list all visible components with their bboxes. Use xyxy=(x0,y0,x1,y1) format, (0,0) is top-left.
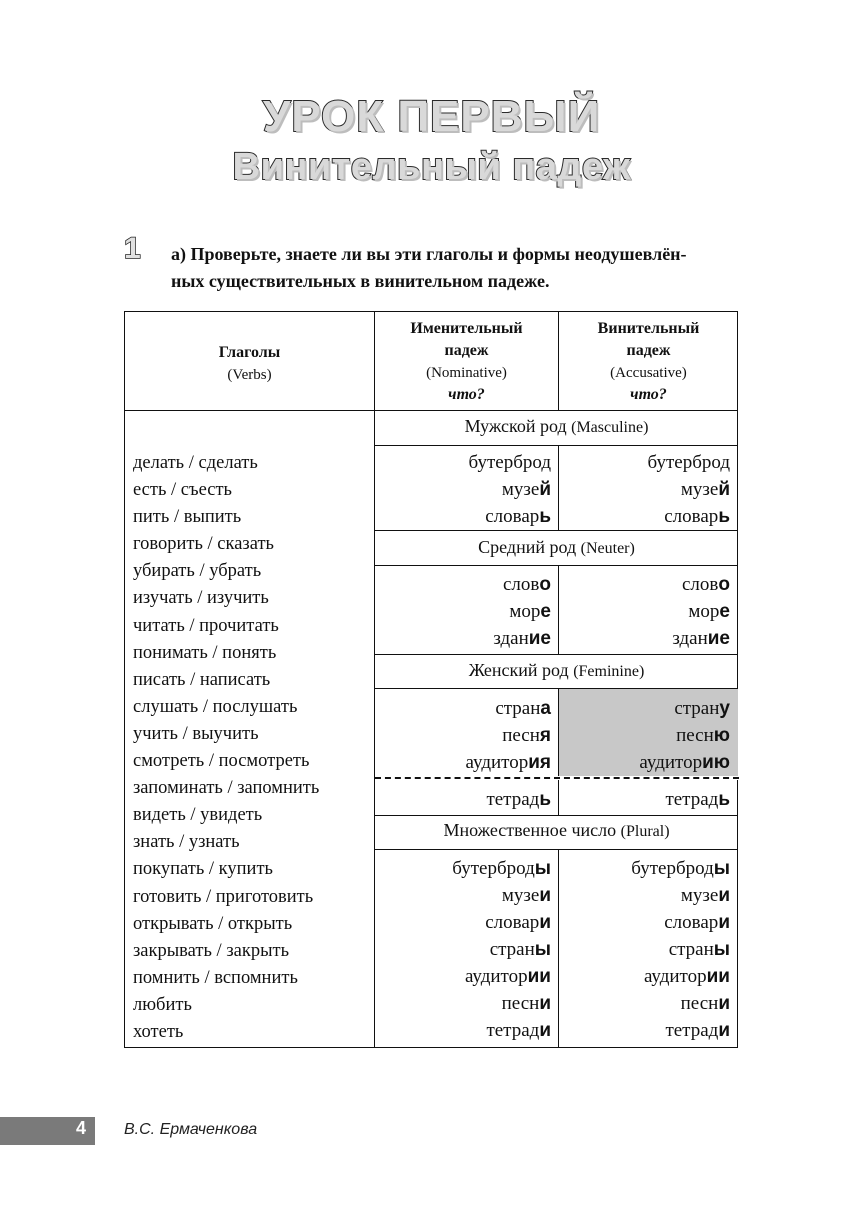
header-verbs-sub: (Verbs) xyxy=(227,367,272,383)
verbs-list xyxy=(133,450,319,1046)
noun-form xyxy=(375,625,551,652)
row-line xyxy=(374,815,738,816)
instruction-line-1: а) Проверьте, знаете ли вы эти глаголы и формы неодушевлён- xyxy=(171,244,687,264)
declension-table xyxy=(124,311,738,1048)
section-neuter-en: (Neuter) xyxy=(580,540,635,557)
noun-form xyxy=(559,749,730,776)
noun-ending: е xyxy=(719,601,730,622)
noun-ending: ь xyxy=(718,506,730,527)
noun-stem: песн xyxy=(502,725,540,746)
noun-stem: стран xyxy=(674,698,720,719)
noun-stem: слов xyxy=(682,574,719,595)
plural-nominative xyxy=(375,855,551,1044)
noun-stem: музе xyxy=(680,885,719,906)
row-line xyxy=(374,530,738,531)
noun-form xyxy=(375,963,551,990)
noun-ending: и xyxy=(718,912,730,933)
noun-ending: ии xyxy=(706,966,730,987)
header-verbs-title: Глаголы xyxy=(218,344,281,361)
noun-ending: й xyxy=(539,479,551,500)
noun-form xyxy=(375,749,551,776)
verb-item: видеть / увидеть xyxy=(133,805,263,826)
instruction-line-2: ных существительных в винительном падеже. xyxy=(171,271,550,291)
noun-stem: аудитор xyxy=(639,752,703,773)
verb-item: запоминать / запомнить xyxy=(133,778,320,799)
header-nom-question: что? xyxy=(448,386,485,403)
noun-form xyxy=(559,476,730,503)
noun-ending: ию xyxy=(702,752,730,773)
verb-item: хотеть xyxy=(133,1021,184,1042)
noun-ending: й xyxy=(718,479,730,500)
noun-form xyxy=(375,990,551,1017)
exercise-number: 1 xyxy=(124,232,141,265)
feminine-accusative xyxy=(559,695,730,776)
noun-form xyxy=(559,936,730,963)
noun-stem: песн xyxy=(676,725,714,746)
noun-ending: и xyxy=(718,993,730,1014)
noun-form xyxy=(559,963,730,990)
feminine-soft-nominative xyxy=(375,786,551,813)
noun-stem: словар xyxy=(664,912,719,933)
lesson-subtitle: Винительный падеж xyxy=(232,146,631,188)
verb-item: любить xyxy=(133,994,192,1015)
verb-item: покупать / купить xyxy=(133,859,273,880)
noun-stem: стран xyxy=(489,939,535,960)
noun-ending: о xyxy=(718,574,730,595)
noun-stem: бутерброд xyxy=(452,858,535,879)
verb-item: пить / выпить xyxy=(133,507,242,528)
noun-stem: стран xyxy=(668,939,714,960)
noun-form xyxy=(559,598,730,625)
section-plural-en: (Plural) xyxy=(620,823,670,840)
noun-form xyxy=(375,855,551,882)
verb-item: слушать / послушать xyxy=(133,696,298,717)
noun-ending: ие xyxy=(707,628,730,649)
noun-form xyxy=(559,786,730,813)
section-feminine-en: (Feminine) xyxy=(573,663,645,680)
noun-ending: ь xyxy=(539,506,551,527)
noun-ending: ии xyxy=(527,966,551,987)
verb-item: закрывать / закрыть xyxy=(133,940,290,961)
noun-form xyxy=(375,909,551,936)
noun-ending: а xyxy=(540,698,551,719)
noun-ending: ы xyxy=(534,858,551,879)
noun-ending: и xyxy=(539,1020,551,1041)
noun-form xyxy=(375,598,551,625)
noun-stem: аудитор xyxy=(464,966,528,987)
header-nom-title2: падеж xyxy=(444,342,489,359)
noun-form xyxy=(559,909,730,936)
footer-author: В.С. Ермаченкова xyxy=(124,1121,258,1138)
noun-form xyxy=(559,722,730,749)
verb-item: писать / написать xyxy=(133,669,271,690)
noun-ending: ы xyxy=(713,858,730,879)
noun-ending: ие xyxy=(528,628,551,649)
noun-form xyxy=(559,625,730,652)
header-acc-sub: (Accusative) xyxy=(610,365,687,381)
section-masculine xyxy=(375,416,738,437)
header-acc-question: что? xyxy=(630,386,667,403)
noun-form xyxy=(559,503,730,530)
verb-item: говорить / сказать xyxy=(133,534,274,555)
masculine-accusative xyxy=(559,449,730,530)
row-line xyxy=(374,445,738,446)
noun-form xyxy=(559,1017,730,1044)
neuter-nominative xyxy=(375,571,551,652)
header-nom-title1: Именительный xyxy=(410,320,523,337)
noun-stem: мор xyxy=(509,601,541,622)
noun-stem: музе xyxy=(501,885,540,906)
header-nom-sub: (Nominative) xyxy=(426,365,507,381)
verb-item: учить / выучить xyxy=(133,723,259,744)
noun-ending: и xyxy=(718,885,730,906)
verb-item: есть / съесть xyxy=(133,480,232,501)
header-accusative xyxy=(559,318,738,406)
noun-ending: и xyxy=(539,885,551,906)
noun-stem: музе xyxy=(680,479,719,500)
feminine-soft-accusative xyxy=(559,786,730,813)
section-feminine-ru: Женский род xyxy=(468,660,569,680)
verb-item: открывать / открыть xyxy=(133,913,293,934)
noun-stem: здан xyxy=(672,628,708,649)
dashed-separator xyxy=(375,777,739,779)
noun-form xyxy=(375,449,551,476)
noun-form xyxy=(375,882,551,909)
noun-stem: песн xyxy=(501,993,540,1014)
section-neuter xyxy=(375,537,738,558)
page-number: 4 xyxy=(76,1118,87,1138)
masculine-nominative xyxy=(375,449,551,530)
section-neuter-ru: Средний род xyxy=(478,537,577,557)
header-acc-title2: падеж xyxy=(626,342,671,359)
noun-stem: слов xyxy=(503,574,540,595)
verb-item: изучать / изучить xyxy=(133,588,269,609)
noun-ending: ь xyxy=(718,789,730,810)
section-plural xyxy=(375,820,738,841)
verb-item: знать / узнать xyxy=(133,832,240,853)
noun-ending: и xyxy=(539,993,551,1014)
noun-ending: и xyxy=(539,912,551,933)
noun-stem: аудитор xyxy=(465,752,529,773)
verb-item: смотреть / посмотреть xyxy=(133,751,310,772)
noun-stem: аудитор xyxy=(643,966,707,987)
noun-stem: бутерброд xyxy=(631,858,714,879)
verb-item: делать / сделать xyxy=(133,453,258,473)
noun-form xyxy=(559,855,730,882)
section-masculine-ru: Мужской род xyxy=(464,416,567,436)
noun-ending: о xyxy=(539,574,551,595)
noun-form xyxy=(375,571,551,598)
noun-ending: ы xyxy=(713,939,730,960)
noun-ending: ия xyxy=(528,752,551,773)
noun-form xyxy=(559,882,730,909)
row-line xyxy=(374,849,738,850)
exercise-instruction xyxy=(171,241,751,295)
noun-form xyxy=(559,449,730,476)
feminine-nominative xyxy=(375,695,551,776)
verb-item: убирать / убрать xyxy=(133,561,262,582)
plural-accusative xyxy=(559,855,730,1044)
noun-form xyxy=(559,990,730,1017)
noun-stem: бутерброд xyxy=(647,452,730,473)
verb-item: готовить / приготовить xyxy=(133,886,314,907)
noun-form xyxy=(559,695,730,722)
header-verbs xyxy=(125,342,374,386)
noun-stem: словар xyxy=(485,506,540,527)
noun-form xyxy=(375,722,551,749)
noun-form xyxy=(559,571,730,598)
noun-form xyxy=(375,786,551,813)
noun-form xyxy=(375,936,551,963)
verb-item: понимать / понять xyxy=(133,642,277,663)
noun-ending: е xyxy=(540,601,551,622)
noun-form xyxy=(375,503,551,530)
noun-stem: музе xyxy=(501,479,540,500)
noun-ending: у xyxy=(719,698,730,719)
header-acc-title1: Винительный xyxy=(597,320,700,337)
noun-stem: тетрад xyxy=(486,789,540,810)
noun-stem: тетрад xyxy=(486,1020,540,1041)
header-nominative xyxy=(375,318,558,406)
noun-stem: бутерброд xyxy=(468,452,551,473)
noun-stem: словар xyxy=(485,912,540,933)
noun-stem: тетрад xyxy=(665,1020,719,1041)
section-feminine xyxy=(375,660,738,681)
lesson-title: УРОК ПЕРВЫЙ xyxy=(262,92,601,141)
noun-stem: песн xyxy=(680,993,719,1014)
noun-stem: стран xyxy=(495,698,541,719)
row-line xyxy=(374,565,738,566)
noun-stem: мор xyxy=(688,601,720,622)
section-masculine-en: (Masculine) xyxy=(571,419,649,436)
noun-form xyxy=(375,476,551,503)
noun-ending: и xyxy=(718,1020,730,1041)
header-bottom-line xyxy=(125,410,737,411)
noun-form xyxy=(375,1017,551,1044)
noun-ending: ы xyxy=(534,939,551,960)
verb-item: помнить / вспомнить xyxy=(133,967,298,988)
verb-item: читать / прочитать xyxy=(133,615,279,636)
noun-ending: ь xyxy=(539,789,551,810)
row-line xyxy=(374,654,738,655)
neuter-accusative xyxy=(559,571,730,652)
noun-stem: тетрад xyxy=(665,789,719,810)
noun-form xyxy=(375,695,551,722)
noun-stem: здан xyxy=(493,628,529,649)
noun-ending: я xyxy=(539,725,551,746)
section-plural-ru: Множественное число xyxy=(443,820,617,840)
noun-stem: словар xyxy=(664,506,719,527)
noun-ending: ю xyxy=(713,725,730,746)
